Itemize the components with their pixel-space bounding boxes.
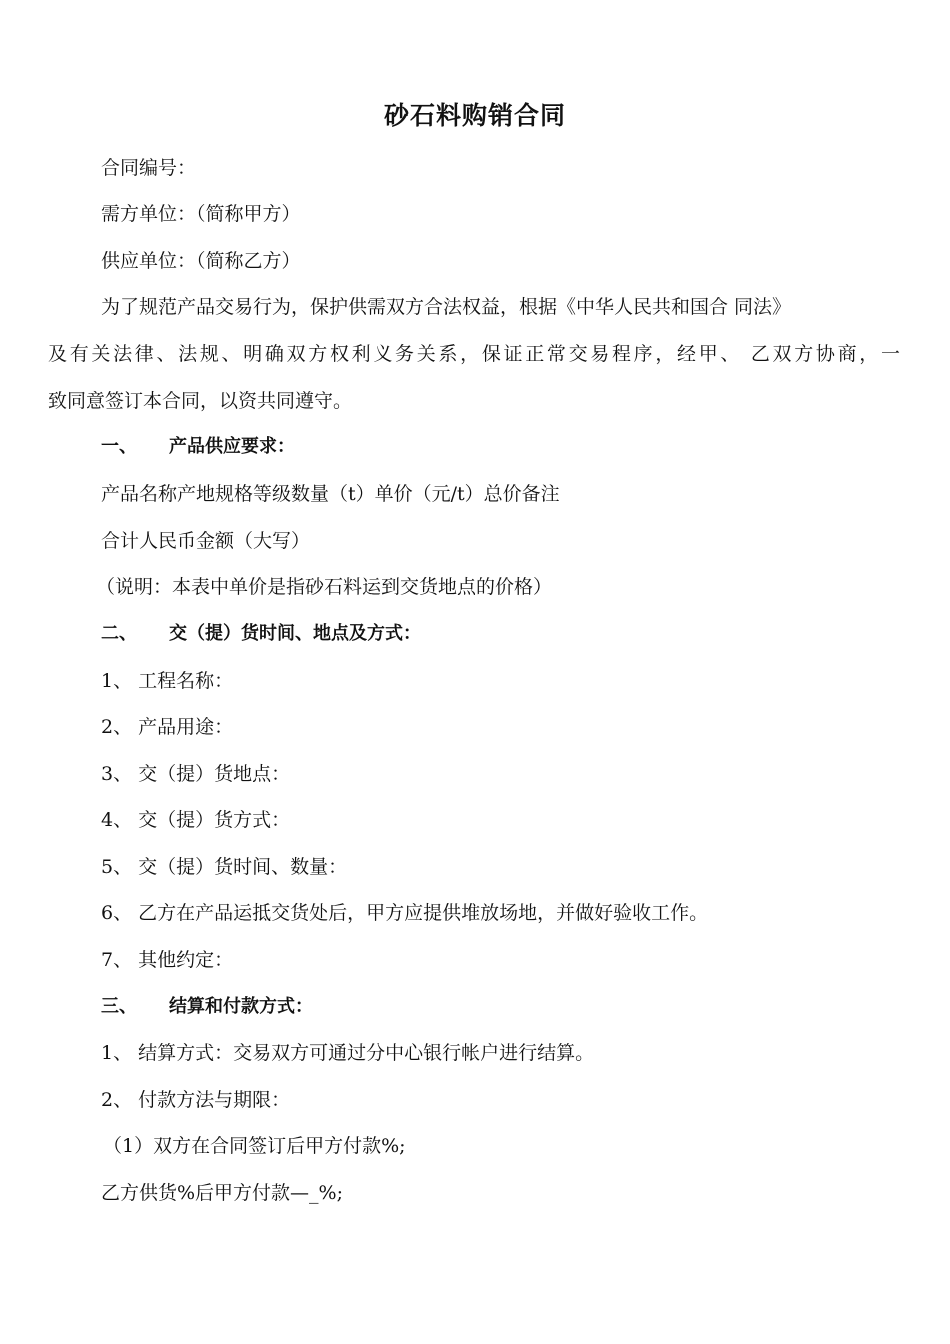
list-item: 7、 其他约定： xyxy=(101,949,234,971)
price-note: （说明：本表中单价是指砂石料运到交货地点的价格） xyxy=(96,576,553,598)
preamble-line-2: 及有关法律、法规、明确双方权利义务关系，保证正常交易程序，经甲、 乙双方协商，一 xyxy=(48,343,900,365)
buyer-line: 需方单位：（简称甲方） xyxy=(101,203,301,225)
contract-number-line: 合同编号： xyxy=(101,157,197,179)
section-3-heading xyxy=(101,992,313,1022)
section-3-title: 结算和付款方式： xyxy=(169,996,313,1017)
section-2-number: 二、 xyxy=(101,623,137,644)
preamble-line-3: 致同意签订本合同，以资共同遵守。 xyxy=(48,390,353,412)
section-2-heading xyxy=(101,619,421,649)
section-3-number: 三、 xyxy=(101,996,137,1017)
list-item: 2、 付款方法与期限： xyxy=(101,1089,291,1111)
preamble-line-1: 为了规范产品交易行为，保护供需双方合法权益，根据《中华人民共和国合 同法》 xyxy=(101,296,792,318)
list-item: 6、 乙方在产品运抵交货处后，甲方应提供堆放场地，并做好验收工作。 xyxy=(101,902,709,924)
list-item: （1）双方在合同签订后甲方付款%; xyxy=(103,1135,406,1157)
section-1-title: 产品供应要求： xyxy=(169,436,295,457)
list-item: 1、 工程名称： xyxy=(101,670,234,692)
list-item: 4、 交（提）货方式： xyxy=(101,809,291,831)
list-item: 3、 交（提）货地点： xyxy=(101,763,291,785)
total-amount-line: 合计人民币金额（大写） xyxy=(101,530,311,552)
section-2-title: 交（提）货时间、地点及方式： xyxy=(169,623,421,644)
section-1-number: 一、 xyxy=(101,436,137,457)
section-1-heading xyxy=(101,432,295,462)
product-table-header: 产品名称产地规格等级数量（t）单价（元/t）总价备注 xyxy=(101,483,560,505)
document-title: 砂石料购销合同 xyxy=(383,101,566,130)
supplier-line: 供应单位：（简称乙方） xyxy=(101,250,301,272)
list-item: 1、 结算方式：交易双方可通过分中心银行帐户进行结算。 xyxy=(101,1042,595,1064)
list-item: 2、 产品用途： xyxy=(101,716,234,738)
list-item: 5、 交（提）货时间、数量： xyxy=(101,856,348,878)
list-item: 乙方供货%后甲方付款—_%; xyxy=(101,1182,344,1204)
